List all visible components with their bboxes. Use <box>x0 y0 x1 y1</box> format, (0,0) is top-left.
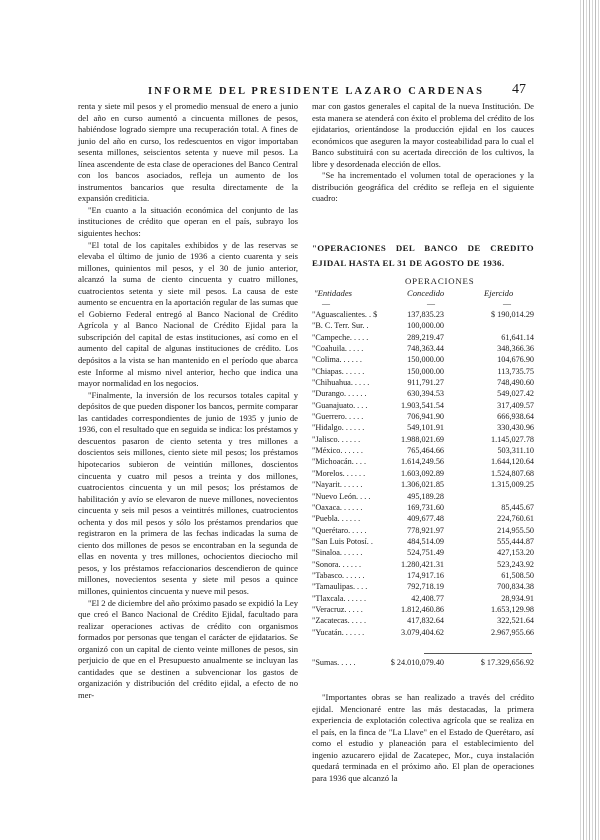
entity-cell: "Sonora. . . . . . <box>312 559 362 569</box>
totals-label: "Sumas. . . . . <box>312 658 356 667</box>
paragraph: renta y siete mil pesos y el promedio mensual de enero a junio del año en curso aumentó a cincuenta millones de pesos, habiéndose logrado siempre una recuperación total. A fines de junio del año en curso, los redescuentos en vigor importaban sesenta millones, seiscientos setenta y nueve mil pesos. La línea ascendente de esta clase de operaciones del Banco Central con los bancos asociados, refleja un aumento de los instrumentos bancarios que resulta directamente de la expansión crediticia. <box>78 101 298 204</box>
entity-cell: "Michoacán. . . . <box>312 457 367 467</box>
sum-rule <box>424 653 532 654</box>
ejercido-cell: 61,508.50 <box>501 570 534 580</box>
left-column <box>78 101 298 701</box>
table-row <box>312 582 534 593</box>
ejercido-cell: 330,430.96 <box>497 423 534 433</box>
table-row <box>312 560 534 571</box>
ejercido-cell: 1.524,807.68 <box>491 468 534 478</box>
scanned-page-edge <box>578 0 600 840</box>
entity-cell: "Guanajuato. . . . <box>312 400 368 410</box>
table-row <box>312 503 534 514</box>
entity-cell: "Tlaxcala. . . . . . <box>312 593 367 603</box>
table-totals-row <box>312 658 534 670</box>
entity-cell: "Coahuila. . . . . <box>312 344 364 354</box>
paragraph: "El total de los capitales exhibidos y de las reservas se elevaba el último de junio de 1936 a ciento cuarenta y seis millones, quinientos mil pesos, y el 30 de junio anterior, alcanzó la suma de ciento cincuenta y cuatro millones, cuatrocientos setenta y siete mil pesos. La causa de este aumento se encuentra en la aportación regular de las sumas que el Gobierno Federal entregó al Banco Nacional de Crédito Agrícola y al Banco Nacional de Crédito Ejidal para la subscripción del capital de estas instituciones, así como en el aumento del capital de algunas instituciones de crédito. Los depósitos a la vista se han mantenido en el período que abarca este Informe al mismo nivel anterior, hecho que indica una mayor normalidad en los negocios. <box>78 239 298 389</box>
concedido-cell: 792,718.19 <box>407 582 444 592</box>
entity-cell: "Durango. . . . . . <box>312 389 367 399</box>
entity-cell: "Zacatecas. . . . . <box>312 616 367 626</box>
table-row <box>312 310 534 321</box>
paragraph: "El 2 de diciembre del año próximo pasado se expidió la Ley que creó el Banco Nacional de Crédito Ejidal, facultado para realizar operaciones activas de crédito con organismos formados por personas que tengan el carácter de ejidatarios. Se organizó con un capital de ciento veinte millones de pesos, sin perjuicio de que en el Presupuesto anualmente se incluyan las cantidades que se destinen a subvencionar los gastos de organización y distribución del crédito ejidal, a efecto de no mer- <box>78 597 298 700</box>
concedido-cell: 911,791.27 <box>407 378 444 388</box>
paragraph: "Se ha incrementado el volumen total de operaciones y la distribución geográfica del crédito se refleja en el siguiente cuadro: <box>312 170 534 204</box>
concedido-cell: 630,394.53 <box>407 389 444 399</box>
ejercido-cell: 666,938.64 <box>497 412 534 422</box>
totals-ejercido: $ 17.329,656.92 <box>480 658 534 667</box>
table-row <box>312 378 534 389</box>
ejercido-cell: 1.644,120.64 <box>491 457 534 467</box>
paragraph: "Finalmente, la inversión de los recursos totales capital y depósitos de que pueden disponer los bancos, permite comparar las cantidades correspondientes de junio de 1935 y junio de 1936, con el resultado que en seguida se indica: los préstamos y descuentos pasaron de ciento setenta y tres millones a doscientos seis millones, ciento siete mil pesos; los préstamos hipotecarios subieron de veintiún millones, doscientos cincuenta y cuatro mil pesos a treinta y dos millones, cuatrocientos cincuenta y un mil pesos; los préstamos de habilitación y avío se elevaron de nueve millones, novecientos cincuenta y seis mil pesos a veintitrés millones, cuatrocientos ochenta y dos mil pesos y sólo los préstamos prendarios que registraron en la primera de las fechas indicadas la suma de ciento dos millones de pesos se encontraban en la segunda de ellas en noventa y tres millones, ochocientos dieciocho mil pesos, y los préstamos refaccionarios descendieron de quince millones, novecientos sesenta y siete mil pesos a quince millones, quinientos cincuenta y nueve mil pesos. <box>78 389 298 596</box>
header-dash: — <box>503 299 511 308</box>
concedido-cell: 748,363.44 <box>407 344 444 354</box>
table-group-header: OPERACIONES <box>405 276 475 286</box>
concedido-cell: 706,941.90 <box>407 412 444 422</box>
ejercido-cell: 104,676.90 <box>497 355 534 365</box>
table-row <box>312 344 534 355</box>
concedido-cell: 778,921.97 <box>407 525 444 535</box>
column-header-concedido: Concedido <box>407 288 445 298</box>
table-row <box>312 480 534 491</box>
ejercido-cell: 322,521.64 <box>497 616 534 626</box>
concedido-cell: 549,101.91 <box>407 423 444 433</box>
totals-concedido: $ 24.010,079.40 <box>390 658 444 667</box>
concedido-cell: 1.812,460.86 <box>401 604 444 614</box>
table-title: "OPERACIONES DEL BANCO DE CREDITO EJIDAL HASTA EL 31 DE AGOSTO DE 1936. <box>312 243 534 268</box>
paragraph: "Importantes obras se han realizado a través del crédito ejidal. Mencionaré entre las más destacadas, la primera experiencia de explotación colectiva agrícola que se realiza en el país, en la finca de "La Llave" en el Estado de Querétaro, así como el estudio y planeación para el establecimiento del ingenio azucarero ejidal de Zacatepec, Mor., cuya instalación quedará terminada en el próximo año. El plan de operaciones para 1936 que alcanzó la <box>312 692 534 783</box>
concedido-cell: 42,408.77 <box>411 593 444 603</box>
entity-cell: "Sinaloa. . . . . . <box>312 548 363 558</box>
concedido-cell: 409,677.48 <box>407 514 444 524</box>
entity-cell: "México. . . . . . <box>312 446 363 456</box>
ejercido-cell: 523,243.92 <box>497 559 534 569</box>
table-row <box>312 469 534 480</box>
table-row <box>312 548 534 559</box>
concedido-cell: 1.903,541.54 <box>401 400 444 410</box>
table-row <box>312 526 534 537</box>
ejercido-cell: 2.967,955.66 <box>491 627 534 637</box>
table-row <box>312 628 534 639</box>
table-row <box>312 616 534 627</box>
concedido-cell: 150,000.00 <box>407 366 444 376</box>
concedido-cell: 1.280,421.31 <box>401 559 444 569</box>
table-row <box>312 401 534 412</box>
concedido-cell: 169,731.60 <box>407 502 444 512</box>
table-row <box>312 389 534 400</box>
entity-cell: "Yucatán. . . . . . <box>312 627 365 637</box>
entity-cell: "Oaxaca. . . . . . <box>312 502 363 512</box>
ejercido-cell: 555,444.87 <box>497 536 534 546</box>
ejercido-cell: 348,366.36 <box>497 344 534 354</box>
concedido-cell: 765,464.66 <box>407 446 444 456</box>
concedido-cell: 495,189.28 <box>407 491 444 501</box>
ejercido-cell: 85,445.67 <box>501 502 534 512</box>
concedido-cell: 1.603,092.89 <box>401 468 444 478</box>
right-column-top <box>312 101 534 205</box>
table-row <box>312 457 534 468</box>
ejercido-cell: $ 190,014.29 <box>491 310 534 319</box>
entity-cell: "Hidalgo. . . . . . <box>312 423 365 433</box>
entity-cell: "Nayarit. . . . . . <box>312 480 363 490</box>
entity-cell: "Guerrero. . . . . <box>312 412 364 422</box>
table-row <box>312 333 534 344</box>
ejercido-cell: 549,027.42 <box>497 389 534 399</box>
concedido-cell: 524,751.49 <box>407 548 444 558</box>
concedido-cell: 137,835.23 <box>407 310 444 319</box>
table-row <box>312 605 534 616</box>
table-row <box>312 446 534 457</box>
table-row <box>312 571 534 582</box>
entity-cell: "Morelos. . . . . . <box>312 468 366 478</box>
entity-cell: "Aguascalientes. . $ <box>312 310 378 319</box>
entity-cell: "Tamaulipas. . . . <box>312 582 368 592</box>
column-header-ejercido: Ejercido <box>484 288 514 298</box>
entity-cell: "Chihuahua. . . . . <box>312 378 370 388</box>
ejercido-cell: 1.653,129.98 <box>491 604 534 614</box>
concedido-cell: 100,000.00 <box>407 321 444 331</box>
ejercido-cell: 214,955.50 <box>497 525 534 535</box>
header-dash: — <box>427 299 435 308</box>
ejercido-cell: 748,490.60 <box>497 378 534 388</box>
entity-cell: "Chiapas. . . . . . <box>312 366 365 376</box>
entity-cell: "Puebla. . . . . . <box>312 514 361 524</box>
ejercido-cell: 700,834.38 <box>497 582 534 592</box>
concedido-cell: 484,514.09 <box>407 536 444 546</box>
entity-cell: "Campeche. . . . . <box>312 332 369 342</box>
header-dash: — <box>322 299 330 308</box>
right-column-bottom <box>312 692 534 784</box>
concedido-cell: 3.079,404.62 <box>401 627 444 637</box>
table-row <box>312 412 534 423</box>
concedido-cell: 150,000.00 <box>407 355 444 365</box>
ejercido-cell: 427,153.20 <box>497 548 534 558</box>
entity-cell: "San Luis Potosí. . <box>312 536 373 546</box>
paragraph: mar con gastos generales el capital de la nueva Institución. De esta manera se atenderá con éxito el problema del crédito de los ejidatarios, orientándose la producción ejidal en los cauces económicos que aseguren la mayor costeabilidad para lo cual el Banco substituirá con su acertada dirección de los cultivos, la libre y desordenada elección de ellos. <box>312 101 534 169</box>
operations-table <box>312 310 534 639</box>
entity-cell: "Tabasco. . . . . . <box>312 570 365 580</box>
table-row <box>312 594 534 605</box>
table-row <box>312 367 534 378</box>
table-row <box>312 435 534 446</box>
running-header: INFORME DEL PRESIDENTE LAZARO CARDENAS <box>148 86 485 97</box>
entity-cell: "Jalisco. . . . . . <box>312 434 361 444</box>
concedido-cell: 417,832.64 <box>407 616 444 626</box>
concedido-cell: 1.988,021.69 <box>401 434 444 444</box>
entity-cell: "Veracruz. . . . . <box>312 604 363 614</box>
ejercido-cell: 1.315,009.25 <box>491 480 534 490</box>
ejercido-cell: 317,409.57 <box>497 400 534 410</box>
table-row <box>312 537 534 548</box>
table-row <box>312 321 534 332</box>
ejercido-cell: 224,760.61 <box>497 514 534 524</box>
concedido-cell: 1.614,249.56 <box>401 457 444 467</box>
entity-cell: "Querétaro. . . . . <box>312 525 367 535</box>
concedido-cell: 174,917.16 <box>407 570 444 580</box>
entity-cell: "B. C. Terr. Sur. . <box>312 321 369 331</box>
ejercido-cell: 28,934.91 <box>501 593 534 603</box>
entity-cell: "Colima. . . . . . <box>312 355 362 365</box>
ejercido-cell: 61,641.14 <box>501 332 534 342</box>
column-header-entidades: "Entidades <box>314 288 352 298</box>
table-row <box>312 492 534 503</box>
ejercido-cell: 113,735.75 <box>497 366 534 376</box>
page-number: 47 <box>512 82 526 97</box>
concedido-cell: 289,219.47 <box>407 332 444 342</box>
entity-cell: "Nuevo León. . . . <box>312 491 371 501</box>
table-row <box>312 355 534 366</box>
ejercido-cell: 1.145,027.78 <box>491 434 534 444</box>
concedido-cell: 1.306,021.85 <box>401 480 444 490</box>
paragraph: "En cuanto a la situación económica del conjunto de las instituciones de crédito que operan en el país, subrayo los siguientes hechos: <box>78 204 298 239</box>
table-row <box>312 514 534 525</box>
ejercido-cell: 503,311.10 <box>497 446 534 456</box>
table-row <box>312 423 534 434</box>
